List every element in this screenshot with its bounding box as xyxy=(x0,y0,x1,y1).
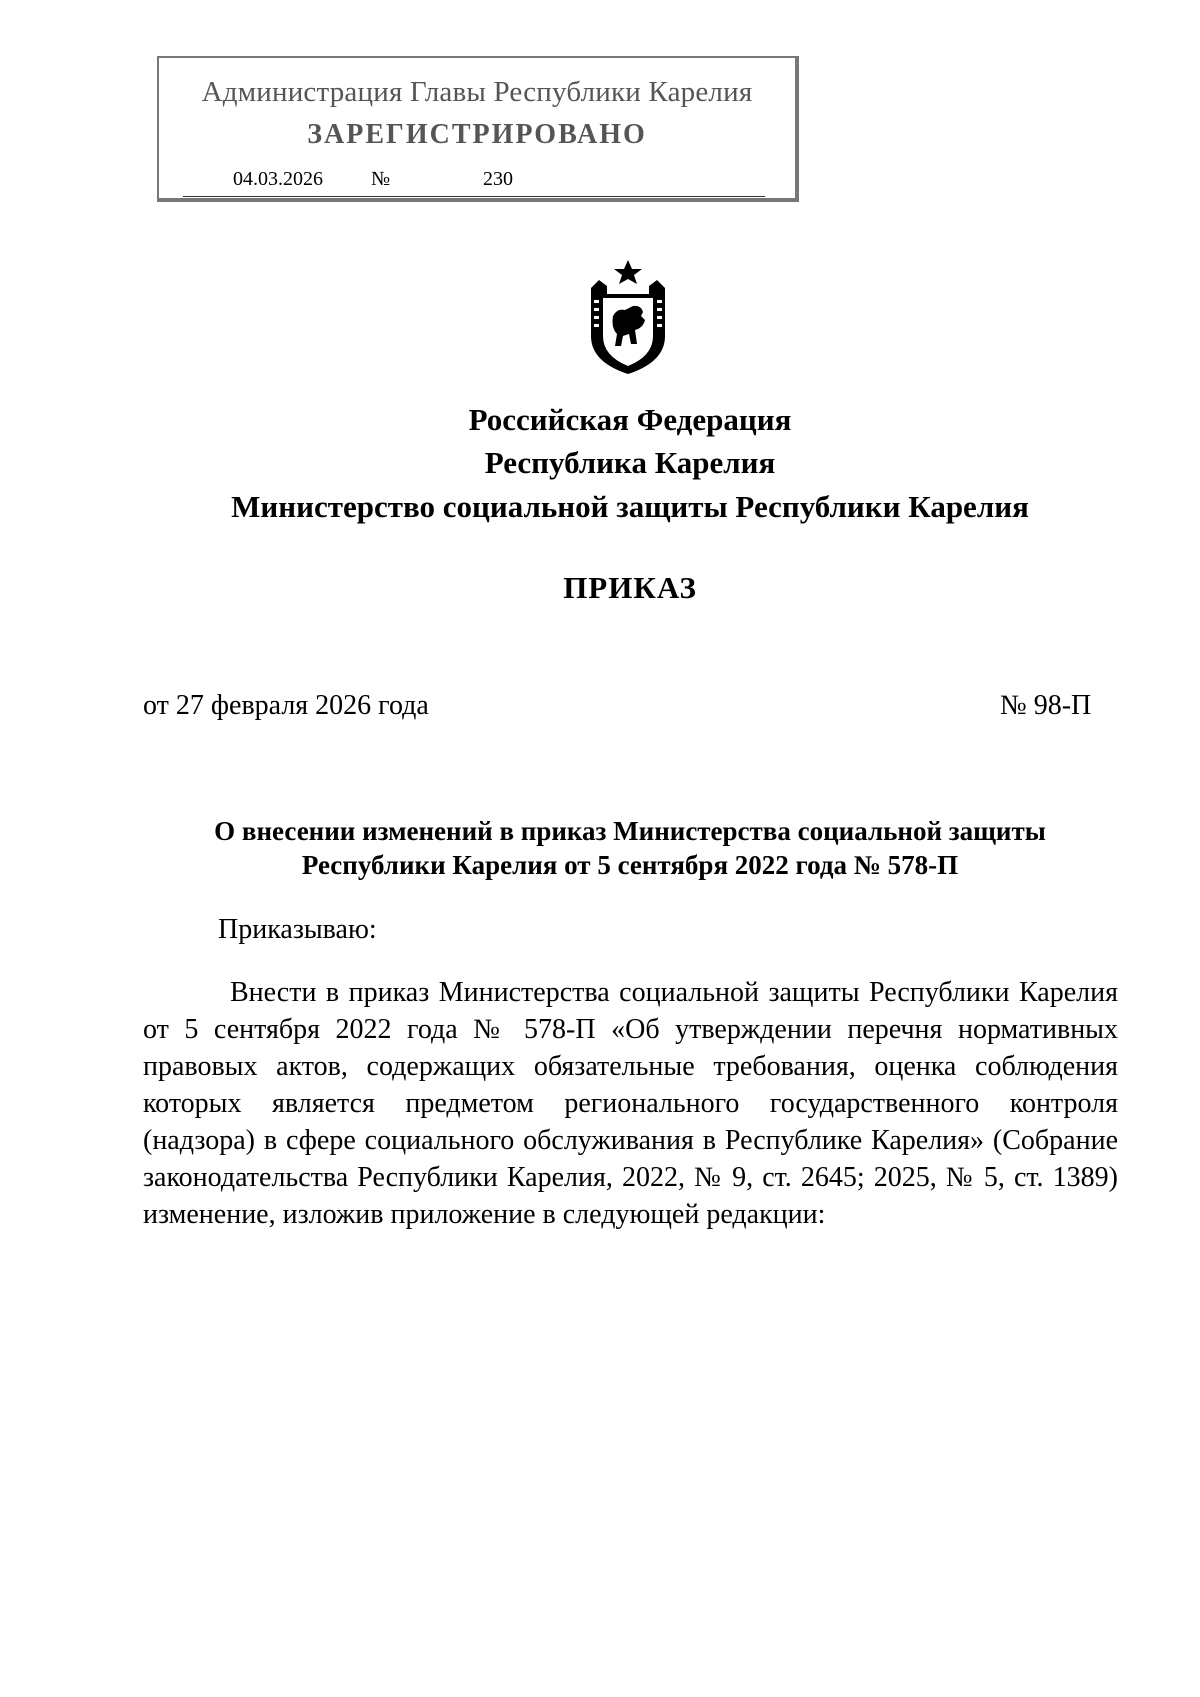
order-title: ПРИКАЗ xyxy=(563,570,697,605)
stamp-date: 04.03.2026 xyxy=(233,168,323,190)
stamp-admin-text: Администрация Главы Республики Карелия xyxy=(201,76,753,108)
subject-line-1: О внесении изменений в приказ Министерства социальной защиты xyxy=(214,816,1046,846)
header-ministry: Министерство социальной защиты Республики Карелия xyxy=(231,489,1029,524)
order-date: от 27 февраля 2026 года xyxy=(143,690,429,721)
header-republic: Республика Карелия xyxy=(484,445,776,480)
body-paragraph: Внести в приказ Министерства социальной защиты Республики Карелия от 5 сентября 2022 года № 578-П «Об утверждении перечня нормативных правовых актов, содержащих обязательные требования, оценка соблюдения которых является предметом регионального государственного контроля (надзора) в сфере социального обслуживания в Республике Карелия» (Собрание законодательства Республики Карелия, 2022, № 9, ст. 2645; 2025, № 5, ст. 1389) изменение, изложив приложение в следующей редакции: xyxy=(143,977,1118,1230)
stamp-number: 230 xyxy=(483,168,513,190)
order-word: Приказываю: xyxy=(218,914,377,945)
karelia-coat-of-arms-icon xyxy=(583,258,673,378)
stamp-number-sign: № xyxy=(371,168,391,190)
stamp-registration-line xyxy=(183,166,765,197)
registration-stamp xyxy=(157,56,799,202)
subject-line-2: Республики Карелия от 5 сентября 2022 года № 578-П xyxy=(301,850,959,880)
header-country: Российская Федерация xyxy=(468,402,792,437)
stamp-status-text: ЗАРЕГИСТРИРОВАНО xyxy=(307,119,647,150)
order-number: № 98-П xyxy=(1000,690,1092,721)
